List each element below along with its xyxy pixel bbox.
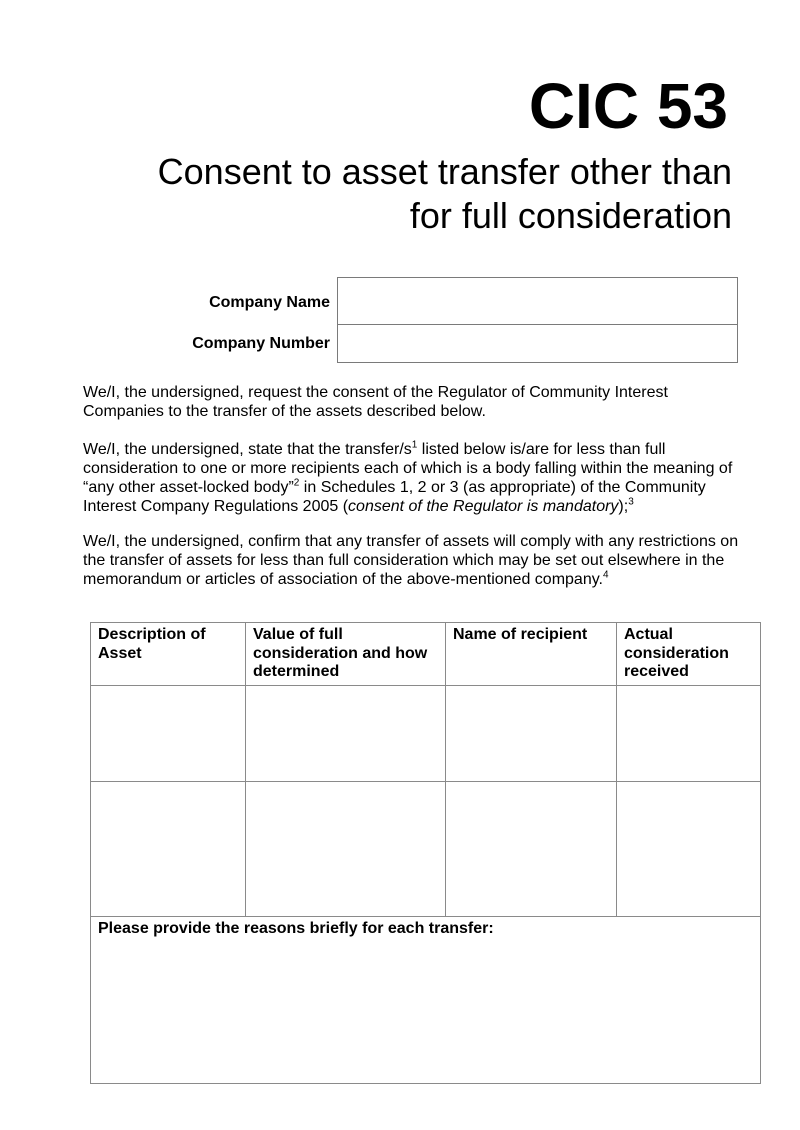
form-title-line-1: Consent to asset transfer other than	[157, 151, 732, 192]
statement-paragraph: We/I, the undersigned, state that the transfer/$s^1$ listed below is/are for less than full consideration to one or more recipients each of which is a body falling within the meaning of “any other asset-locked body”$^2$ in Schedules 1, 2 or 3 (as appropriate) of the Community Interest Company Regulations 2005 (consent of the Regulator is mandatory);$^3$	[83, 439, 733, 515]
table-row	[91, 686, 761, 782]
asset-transfer-table	[90, 622, 761, 1084]
footnote-3-ref: 3	[628, 496, 634, 508]
form-title	[92, 150, 732, 238]
header-description-of-asset: Description of Asset	[91, 623, 246, 686]
cell-description[interactable]	[91, 782, 246, 917]
confirmation-paragraph: We/I, the undersigned, confirm that any transfer of assets will comply with any restrictions on the transfer of assets for less than full consideration which may be set out elsewhere in the memorandum or articles of association of the above-mentioned company.$^4$	[83, 533, 739, 588]
company-name-field[interactable]	[337, 277, 738, 325]
table-header-row	[91, 623, 761, 686]
footnote-4-ref: 4	[602, 569, 609, 581]
cell-value[interactable]	[246, 686, 446, 782]
reasons-label: Please provide the reasons briefly for each transfer:	[98, 920, 494, 937]
cell-actual-consideration[interactable]	[617, 782, 761, 917]
request-paragraph: We/I, the undersigned, request the consent of the Regulator of Community Interest Companies to the transfer of the assets described below.	[83, 384, 668, 420]
table-row	[91, 782, 761, 917]
form-code: CIC 53	[528, 70, 728, 142]
form-title-line-2: for full consideration	[409, 195, 732, 236]
cell-actual-consideration[interactable]	[617, 686, 761, 782]
cell-recipient[interactable]	[446, 686, 617, 782]
footnote-2-ref: 2	[293, 477, 300, 489]
reasons-row	[91, 917, 761, 1084]
reasons-field[interactable]	[91, 917, 761, 1084]
cell-recipient[interactable]	[446, 782, 617, 917]
company-name-label: Company Name	[209, 294, 330, 311]
header-name-of-recipient: Name of recipient	[446, 623, 617, 686]
cell-value[interactable]	[246, 782, 446, 917]
company-number-label: Company Number	[192, 335, 330, 352]
footnote-1-ref: 1	[411, 439, 418, 451]
company-number-field[interactable]	[337, 324, 738, 363]
header-actual-consideration: Actual consideration received	[617, 623, 761, 686]
cell-description[interactable]	[91, 686, 246, 782]
header-value-of-full-consideration: Value of full consideration and how determined	[246, 623, 446, 686]
